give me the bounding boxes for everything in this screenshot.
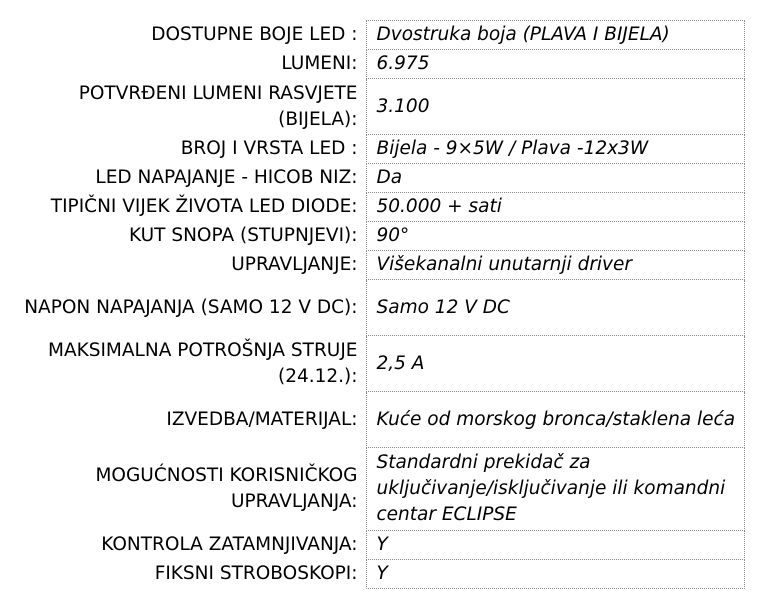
spec-value: Samo 12 V DC — [366, 280, 744, 336]
spec-label: IZVEDBA/MATERIJAL: — [166, 408, 358, 430]
spec-value: 6.975 — [366, 50, 744, 79]
spec-value: 90° — [366, 222, 744, 251]
spec-row — [5, 531, 744, 560]
spec-label: LED NAPAJANJE - HICOB NIZ: — [95, 167, 358, 188]
spec-value: Y — [366, 531, 744, 560]
spec-row — [5, 50, 744, 79]
spec-row — [5, 135, 744, 164]
spec-value: Standardni prekidač za uključivanje/isključivanje ili komandni centar ECLIPSE — [366, 448, 744, 531]
spec-row — [5, 448, 744, 531]
spec-value: 2,5 A — [366, 336, 744, 392]
spec-label: FIKSNI STROBOSKOPI: — [154, 563, 358, 584]
spec-value: Dvostruka boja (PLAVA I BIJELA) — [366, 21, 744, 50]
spec-label: DOSTUPNE BOJE LED : — [151, 24, 358, 45]
spec-label: LUMENI: — [281, 53, 358, 74]
spec-label: KUT SNOPA (STUPNJEVI): — [128, 225, 358, 246]
spec-label: BROJ I VRSTA LED : — [180, 138, 358, 159]
spec-value: 50.000 + sati — [366, 193, 744, 222]
spec-label: TIPIČNI VIJEK ŽIVOTA LED DIODE: — [50, 196, 358, 217]
spec-row — [5, 392, 744, 448]
spec-row — [5, 164, 744, 193]
spec-label: UPRAVLJANJE: — [231, 254, 358, 275]
spec-row — [5, 222, 744, 251]
spec-row — [5, 193, 744, 222]
spec-value: Bijela - 9×5W / Plava -12x3W — [366, 135, 744, 164]
spec-row — [5, 79, 744, 135]
spec-value: Y — [366, 560, 744, 589]
spec-value: Višekanalni unutarnji driver — [366, 251, 744, 280]
specification-table — [5, 20, 745, 589]
spec-label: NAPON NAPAJANJA (SAMO 12 V DC): — [24, 296, 358, 318]
spec-label: MOGUĆNOSTI KORISNIČKOG UPRAVLJANJA: — [95, 465, 358, 512]
spec-row — [5, 560, 744, 589]
spec-row — [5, 280, 744, 336]
spec-row — [5, 21, 744, 50]
spec-value: Da — [366, 164, 744, 193]
spec-value: Kuće od morskog bronca/staklena leća — [366, 392, 744, 448]
spec-label: POTVRĐENI LUMENI RASVJETE (BIJELA): — [78, 82, 358, 130]
spec-row — [5, 251, 744, 280]
spec-value: 3.100 — [366, 79, 744, 135]
spec-label: MAKSIMALNA POTROŠNJA STRUJE (24.12.): — [47, 339, 358, 387]
spec-row — [5, 336, 744, 392]
spec-label: KONTROLA ZATAMNJIVANJA: — [101, 534, 358, 555]
